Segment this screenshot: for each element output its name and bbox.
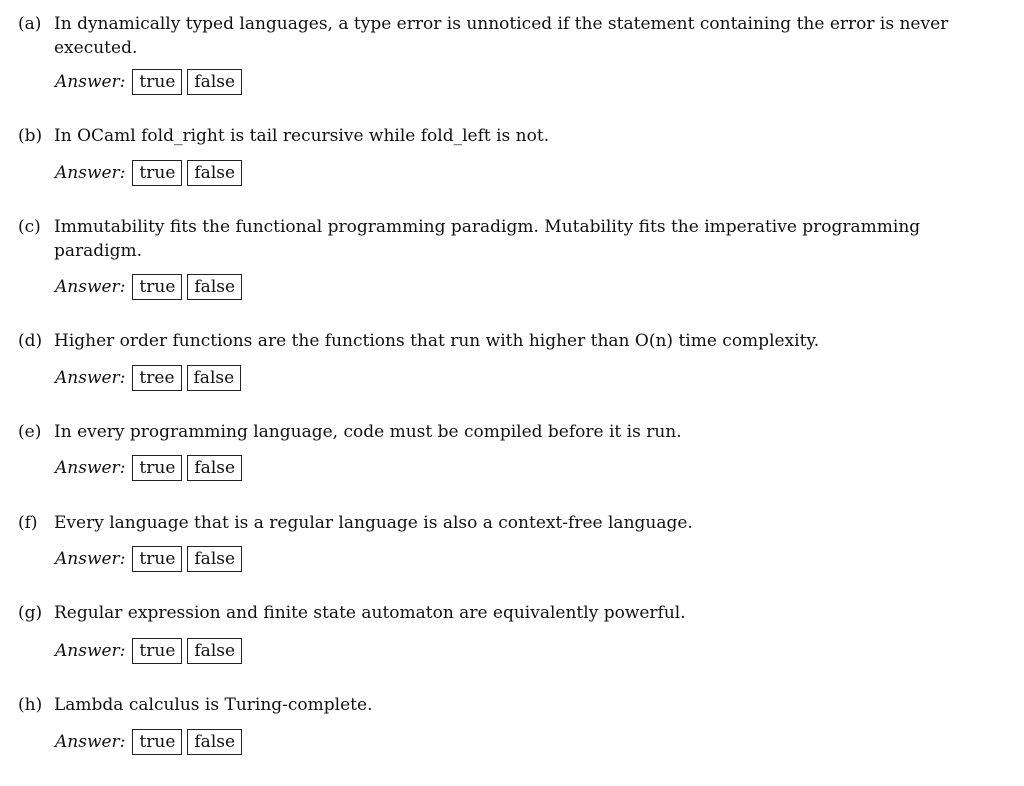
- answer-label: Answer:: [55, 641, 126, 661]
- answer-row: [55, 274, 247, 300]
- question-label: (g): [18, 603, 43, 623]
- answer-label: Answer:: [55, 72, 126, 92]
- false-option[interactable]: false: [187, 69, 242, 95]
- true-option[interactable]: true: [132, 274, 182, 300]
- question-text: In dynamically typed languages, a type error is unnoticed if the statement containing the error is never executed.: [54, 14, 949, 58]
- question-label: (d): [18, 331, 43, 351]
- question-text: Lambda calculus is Turing-complete.: [54, 695, 373, 715]
- question-text: Higher order functions are the functions that run with higher than O(n) time complexity.: [54, 331, 820, 351]
- answer-row: [55, 69, 247, 95]
- answer-label: Answer:: [55, 732, 126, 752]
- true-option[interactable]: true: [132, 69, 182, 95]
- question-label: (c): [18, 217, 41, 237]
- answer-label: Answer:: [55, 549, 126, 569]
- answer-row: [55, 455, 247, 481]
- true-option[interactable]: true: [132, 638, 182, 664]
- false-option[interactable]: false: [187, 729, 242, 755]
- false-option[interactable]: false: [187, 546, 242, 572]
- question-text: Immutability fits the functional programming paradigm. Mutability fits the imperative programming paradigm.: [54, 217, 921, 261]
- question-text: Regular expression and finite state automaton are equivalently powerful.: [54, 603, 686, 623]
- question-text: In OCaml fold_right is tail recursive while fold_left is not.: [54, 126, 550, 146]
- tree-option[interactable]: tree: [132, 365, 181, 391]
- question-label: (b): [18, 126, 43, 146]
- question-label: (f): [18, 513, 38, 533]
- question-text: In every programming language, code must be compiled before it is run.: [54, 422, 682, 442]
- answer-label: Answer:: [55, 163, 126, 183]
- question-label: (e): [18, 422, 42, 442]
- answer-row: [55, 729, 247, 755]
- answer-row: [55, 365, 246, 391]
- answer-label: Answer:: [55, 458, 126, 478]
- question-label: (a): [18, 14, 42, 34]
- answer-label: Answer:: [55, 368, 126, 388]
- answer-row: [55, 160, 247, 186]
- answer-row: [55, 638, 247, 664]
- question-label: (h): [18, 695, 43, 715]
- false-option[interactable]: false: [187, 274, 242, 300]
- true-option[interactable]: true: [132, 160, 182, 186]
- answer-label: Answer:: [55, 277, 126, 297]
- true-option[interactable]: true: [132, 455, 182, 481]
- answer-row: [55, 546, 247, 572]
- question-text: Every language that is a regular language is also a context-free language.: [54, 513, 693, 533]
- false-option[interactable]: false: [187, 455, 242, 481]
- true-option[interactable]: true: [132, 546, 182, 572]
- true-option[interactable]: true: [132, 729, 182, 755]
- false-option[interactable]: false: [187, 365, 242, 391]
- false-option[interactable]: false: [187, 638, 242, 664]
- false-option[interactable]: false: [187, 160, 242, 186]
